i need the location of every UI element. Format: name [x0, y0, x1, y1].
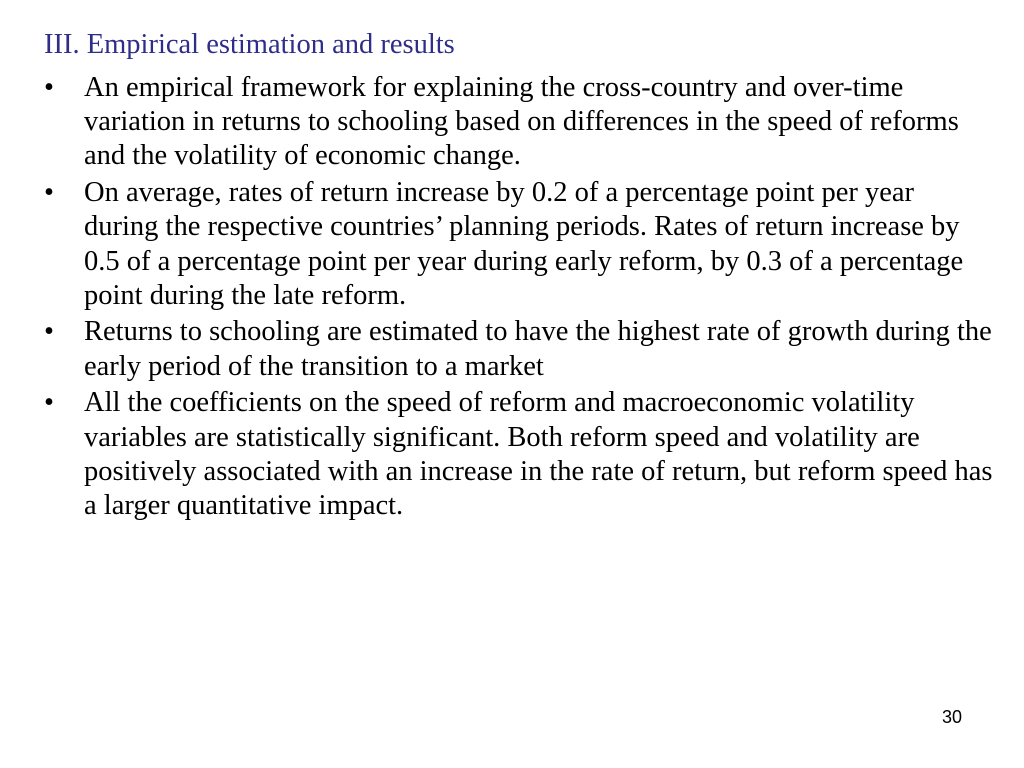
bullet-icon: •	[44, 72, 54, 103]
bullet-icon: •	[44, 387, 54, 419]
bullet-item	[44, 71, 994, 174]
bullet-text: All the coefficients on the speed of reform and macroeconomic volatility variables are statistically significant. Both reform speed and volatility are positively associated with an increase in the rate of return, but reform speed has a larger quantitative impact.	[84, 387, 993, 521]
bullet-list	[44, 71, 994, 526]
bullet-item	[44, 315, 994, 383]
bullet-item	[44, 176, 994, 313]
bullet-text: An empirical framework for explaining the cross-country and over-time variation in returns to schooling based on differences in the speed of reforms and the volatility of economic change.	[84, 72, 959, 172]
bullet-icon: •	[44, 316, 54, 348]
page-number: 30	[941, 707, 962, 727]
bullet-item	[44, 386, 994, 523]
slide-title: III. Empirical estimation and results	[44, 29, 455, 60]
bullet-text: Returns to schooling are estimated to have the highest rate of growth during the early period of the transition to a market	[84, 316, 992, 382]
bullet-text: On average, rates of return increase by 0.2 of a percentage point per year during the respective countries’ planning periods. Rates of return increase by 0.5 of a percentage point per year during early reform, by 0.3 of a percentage point during the late reform.	[84, 177, 964, 311]
bullet-icon: •	[44, 177, 54, 209]
